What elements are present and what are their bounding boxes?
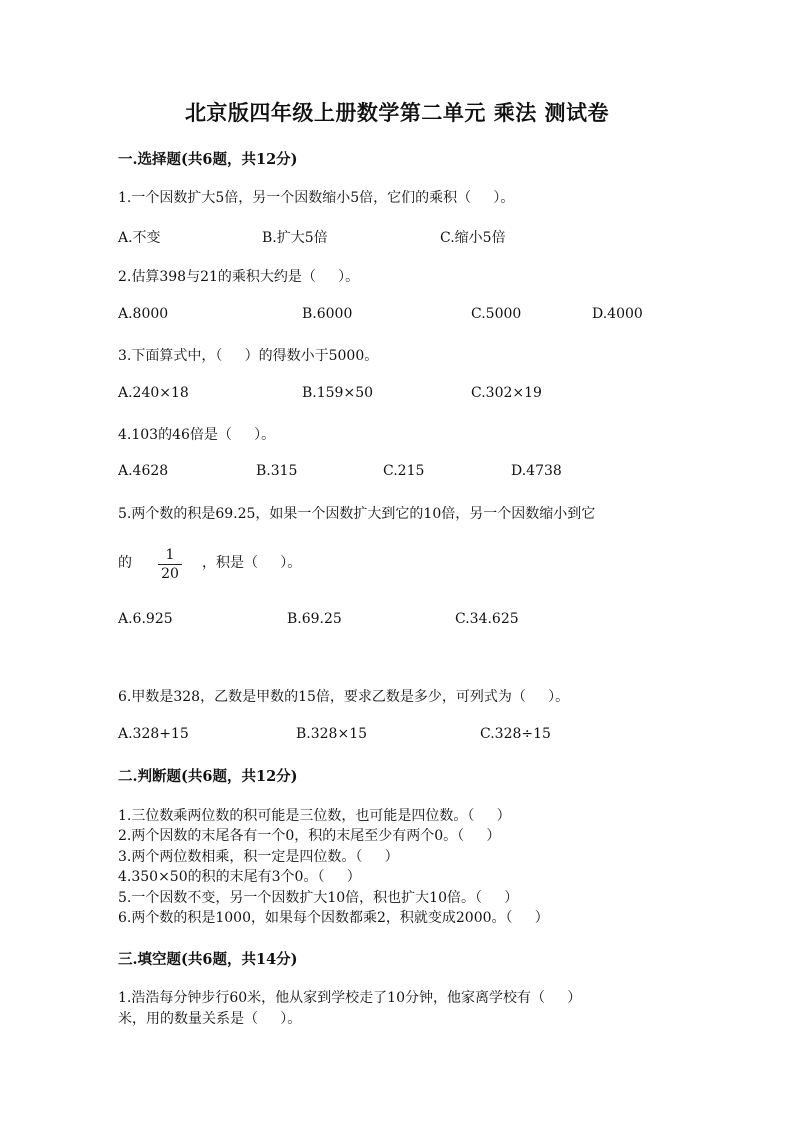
judgement-item: 4.350×50的积的末尾有3个0。（ ）	[118, 869, 361, 885]
fill-in-question-1: 1.浩浩每分钟步行60米，他从家到学校走了10分钟，他家离学校有（ ）	[118, 990, 582, 1006]
option-b: B.6000	[302, 306, 353, 322]
question-5-tail: ，积是（ ）。	[202, 555, 302, 571]
option-b: B.328×15	[296, 726, 368, 742]
fraction-bar	[158, 564, 182, 565]
question-3: 3.下面算式中，（ ）的得数小于5000。	[118, 348, 379, 364]
option-c: C.328÷15	[480, 726, 551, 742]
page-title: 北京版四年级上册数学第二单元 乘法 测试卷	[184, 100, 610, 125]
fill-in-question-1-continuation: 米，用的数量关系是（ ）。	[118, 1011, 302, 1027]
option-c: C.34.625	[455, 611, 519, 627]
question-2: 2.估算398与21的乘积大约是（ ）。	[118, 269, 360, 285]
question-5: 5.两个数的积是69.25，如果一个因数扩大到它的10倍，另一个因数缩小到它	[118, 506, 596, 522]
option-c: C.缩小5倍	[440, 230, 506, 246]
judgement-item: 6.两个数的积是1000，如果每个因数都乘2，积就变成2000。（ ）	[118, 910, 549, 926]
question-5-continuation: 的	[118, 555, 132, 571]
section-heading-choice: 一.选择题(共6题，共12分)	[118, 151, 298, 168]
question-4: 4.103的46倍是（ ）。	[118, 427, 276, 443]
option-b: B.69.25	[287, 611, 342, 627]
judgement-item: 5.一个因数不变，另一个因数扩大10倍，积也扩大10倍。（ ）	[118, 890, 519, 906]
option-a: A.240×18	[118, 385, 189, 401]
question-1: 1.一个因数扩大5倍，另一个因数缩小5倍，它们的乘积（ ）。	[118, 190, 515, 206]
option-b: B.315	[256, 463, 298, 479]
judgement-item: 2.两个因数的末尾各有一个0，积的末尾至少有两个0。（ ）	[118, 828, 501, 844]
option-b: B.159×50	[302, 385, 374, 401]
option-a: A.6.925	[118, 611, 173, 627]
option-c: C.215	[383, 463, 425, 479]
option-d: D.4738	[511, 463, 562, 479]
section-heading-fill-in: 三.填空题(共6题，共14分)	[118, 951, 298, 968]
option-a: A.8000	[118, 306, 169, 322]
judgement-item: 3.两个两位数相乘，积一定是四位数。（ ）	[118, 849, 399, 865]
option-c: C.5000	[471, 306, 522, 322]
option-d: D.4000	[592, 306, 643, 322]
judgement-item: 1.三位数乘两位数的积可能是三位数，也可能是四位数。（ ）	[118, 808, 511, 824]
section-heading-judgement: 二.判断题(共6题，共12分)	[118, 768, 298, 785]
option-a: A.4628	[118, 463, 169, 479]
option-a: A.328+15	[118, 726, 189, 742]
fraction-numerator: 1	[165, 547, 175, 563]
question-6: 6.甲数是328，乙数是甲数的15倍，要求乙数是多少，可列式为（ ）。	[118, 689, 570, 705]
fraction-denominator: 20	[161, 566, 179, 582]
option-b: B.扩大5倍	[262, 230, 328, 246]
option-c: C.302×19	[471, 385, 542, 401]
option-a: A.不变	[118, 230, 161, 246]
fraction	[158, 547, 182, 582]
